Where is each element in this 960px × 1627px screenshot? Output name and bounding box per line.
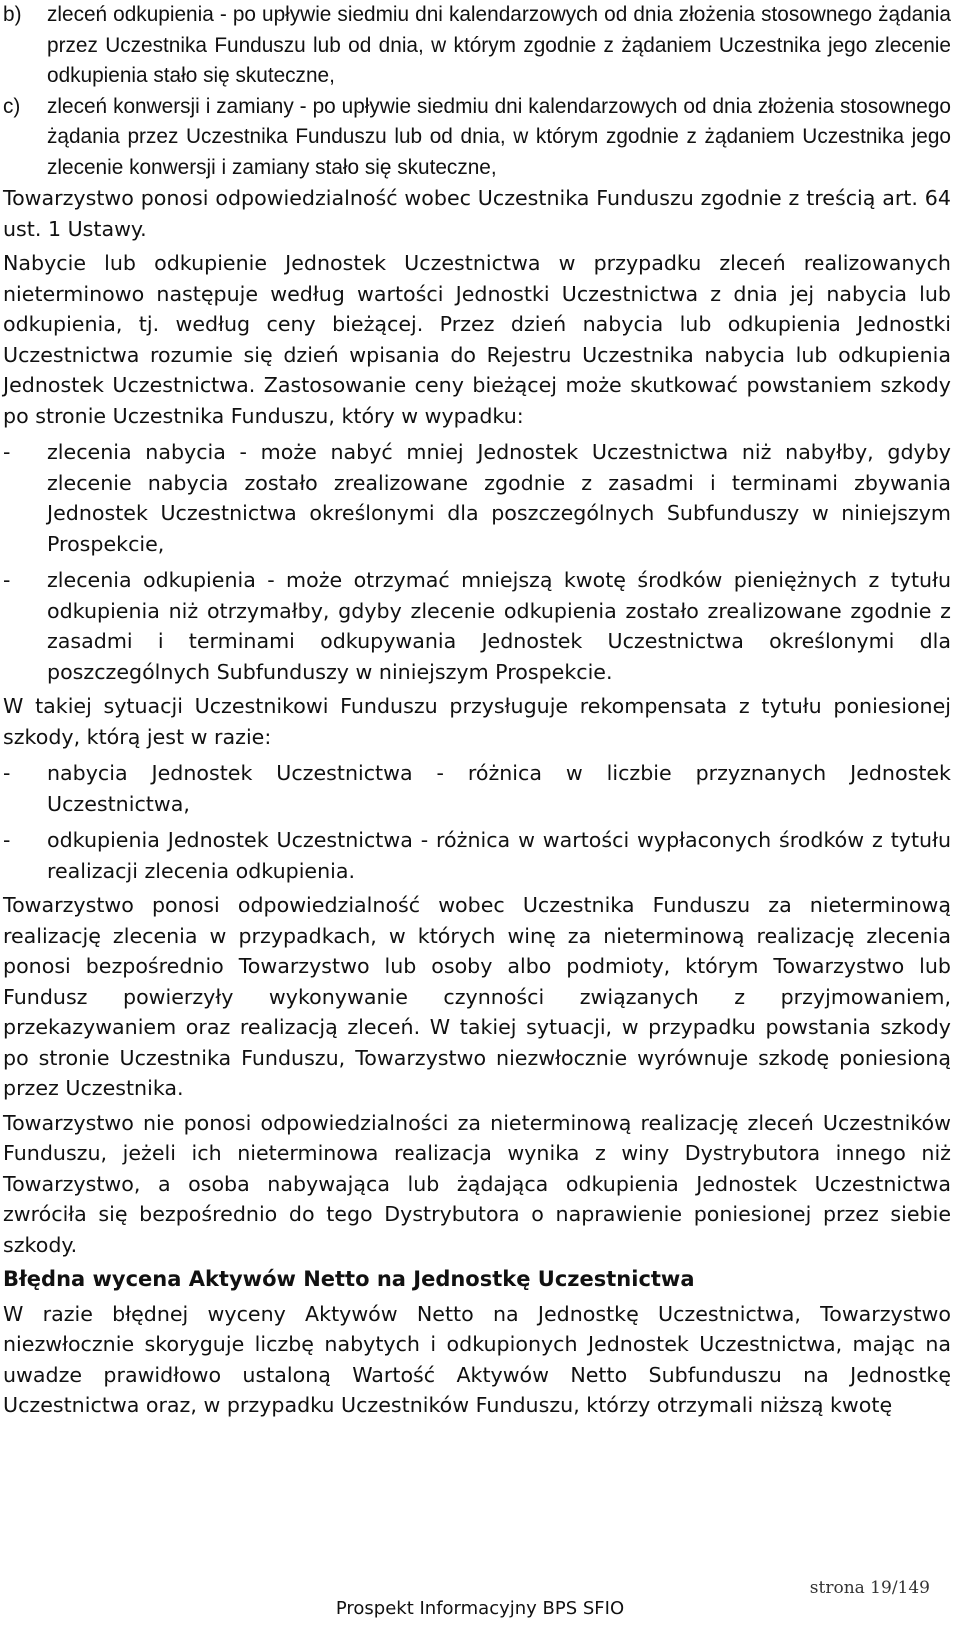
dash-item-text: zlecenia odkupienia - może otrzymać mniejszą kwotę środków pieniężnych z tytułu odkupienia niż otrzymałby, gdyby zlecenie odkupienia zostało zrealizowane zgodnie z zasadmi i terminami odkupywania Jednostek Uczestnictwa określonymi dla poszczególnych Subfunduszy w niniejszym Prospekcie.	[47, 568, 951, 684]
paragraph-distributor: Towarzystwo nie ponosi odpowiedzialności za nieterminową realizację zleceń Uczestników Funduszu, jeżeli ich nieterminowa realizacja wynika z winy Dystrybutora innego niż Towarzystwo, a osoba nabywająca lub żądająca odkupienia Jednostek Uczestnictwa zwróciła się bezpośrednio do tego Dystrybutora o naprawienie poniesionej przez siebie szkody.	[3, 1110, 951, 1257]
dash-marker: -	[3, 828, 11, 852]
paragraph-untimely-purchase: Nabycie lub odkupienie Jednostek Uczestnictwa w przypadku zleceń realizowanych nieterminowo następuje według wartości Jednostki Uczestnictwa z dnia jej nabycia lub odkupienia, tj. według ceny bieżącej. Przez dzień nabycia lub odkupienia Jednostki Uczestnictwa rozumie się dzień wpisania do Rejestru Uczestnika nabycia lub odkupienia Jednostek Uczestnictwa. Zastosowanie ceny bieżącej może skutkować powstaniem szkody po stronie Uczestnika Funduszu, który w wypadku:	[3, 251, 951, 428]
paragraph-compensation: W takiej sytuacji Uczestnikowi Funduszu przysługuje rekompensata z tytułu poniesionej szkody, którą jest w razie:	[3, 694, 951, 749]
list-item-b	[3, 0, 951, 92]
dash-item-text: zlecenia nabycia - może nabyć mniej Jednostek Uczestnictwa niż nabyłby, gdyby zlecenie nabycia zostało zrealizowane zgodnie z zasadmi i terminami zbywania Jednostek Uczestnictwa określonymi dla poszczególnych Subfunduszy w niniejszym Prospekcie,	[47, 440, 951, 556]
dash-item-text: nabycia Jednostek Uczestnictwa - różnica w liczbie przyznanych Jednostek Uczestnictwa,	[47, 761, 951, 816]
list-item-c	[3, 92, 951, 184]
paragraph-valuation: W razie błędnej wyceny Aktywów Netto na Jednostkę Uczestnictwa, Towarzystwo niezwłocznie skoryguje liczbę nabytych i odkupionych Jednostek Uczestnictwa, mając na uwadze prawidłowo ustaloną Wartość Aktywów Netto Subfunduszu na Jednostkę Uczestnictwa oraz, w przypadku Uczestników Funduszu, którzy otrzymali niższą kwotę	[3, 1301, 951, 1417]
dash-item-purchase	[3, 437, 951, 559]
dash-item-purchase-difference	[3, 758, 951, 819]
list-marker: c)	[3, 94, 21, 118]
dash-item-redemption	[3, 565, 951, 687]
document-body	[3, 0, 951, 1421]
dash-marker: -	[3, 568, 11, 592]
dash-marker: -	[3, 440, 11, 464]
page-number: strona 19/149	[809, 1578, 930, 1598]
dash-item-redemption-difference	[3, 825, 951, 886]
page-footer: Prospekt Informacyjny BPS SFIO	[335, 1598, 625, 1619]
list-item-text: zleceń konwersji i zamiany - po upływie siedmiu dni kalendarzowych od dnia złożenia stosownego żądania przez Uczestnika Funduszu lub od dnia, w którym zgodnie z żądaniem Uczestnika jego zlecenie konwersji i zamiany stało się skuteczne,	[47, 94, 951, 179]
section-heading: Błędna wycena Aktywów Netto na Jednostkę Uczestnictwa	[3, 1267, 695, 1291]
dash-item-text: odkupienia Jednostek Uczestnictwa - różnica w wartości wypłaconych środków z tytułu realizacji zlecenia odkupienia.	[47, 828, 951, 883]
list-item-text: zleceń odkupienia - po upływie siedmiu dni kalendarzowych od dnia złożenia stosownego żądania przez Uczestnika Funduszu lub od dnia, w którym zgodnie z żądaniem Uczestnika jego zlecenie odkupienia stało się skuteczne,	[47, 3, 951, 87]
paragraph-company-liability: Towarzystwo ponosi odpowiedzialność wobec Uczestnika Funduszu za nieterminową realizację zlecenia w przypadkach, w których winę za nieterminową realizację zlecenia ponosi bezpośrednio Towarzystwo lub osoby albo podmioty, którym Towarzystwo lub Fundusz powierzyły wykonywanie czynności związanych z przyjmowaniem, przekazywaniem oraz realizacją zleceń. W takiej sytuacji, w przypadku powstania szkody po stronie Uczestnika Funduszu, Towarzystwo niezwłocznie wyrównuje szkodę poniesioną przez Uczestnika.	[3, 893, 951, 1100]
dash-marker: -	[3, 761, 11, 785]
list-marker: b)	[3, 3, 22, 26]
paragraph-liability-art64: Towarzystwo ponosi odpowiedzialność wobec Uczestnika Funduszu zgodnie z treścią art. 64 ust. 1 Ustawy.	[3, 186, 951, 241]
